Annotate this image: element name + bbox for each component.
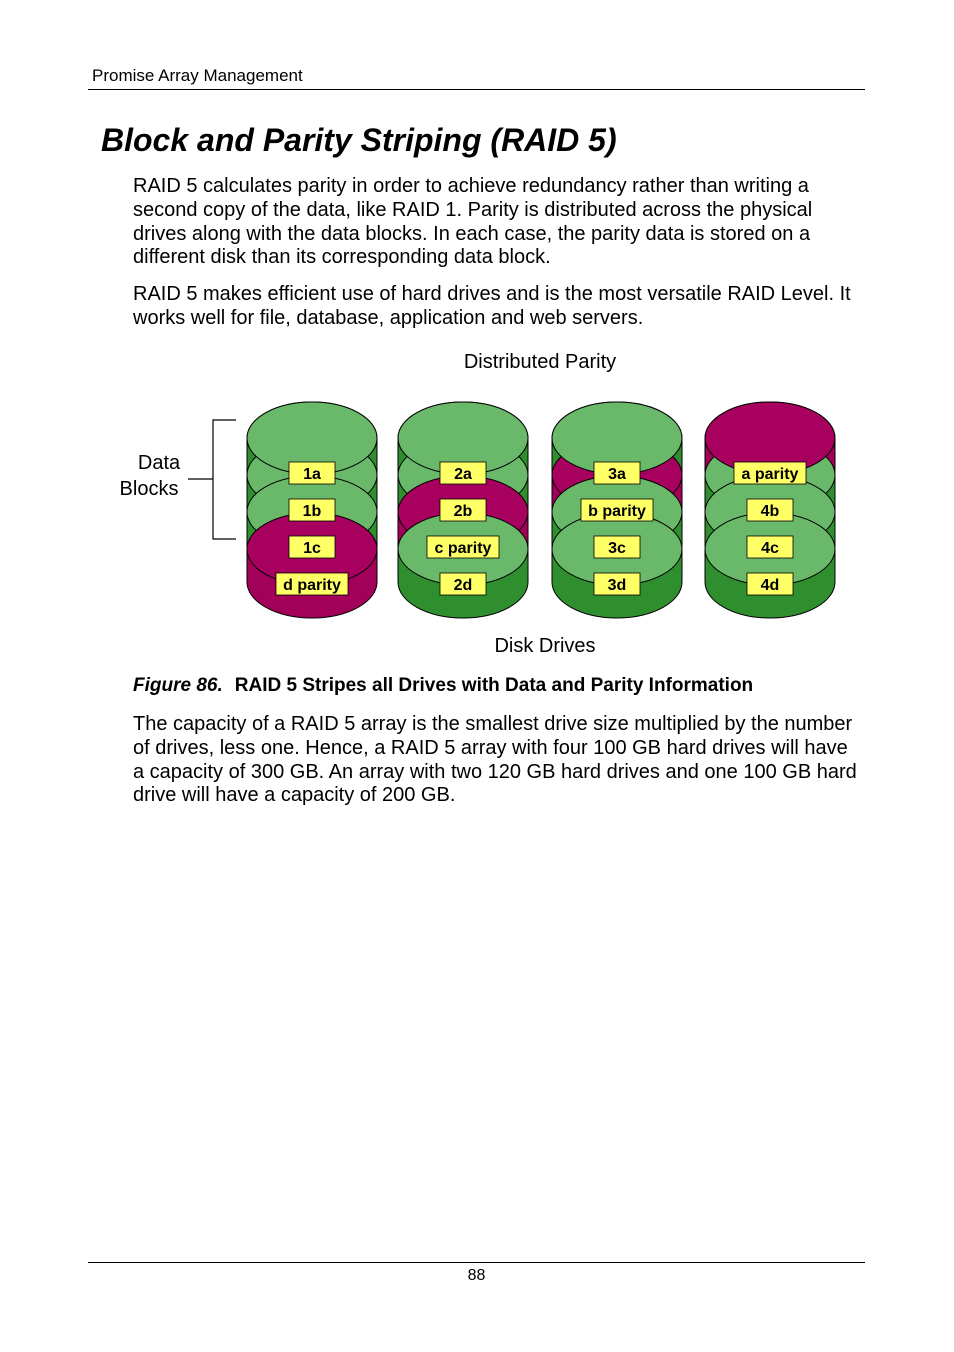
disk-platter bbox=[247, 513, 377, 618]
block-label bbox=[747, 499, 793, 521]
block-label bbox=[276, 573, 348, 595]
block-label-text: 2d bbox=[453, 577, 473, 594]
figure-number: Figure 86. bbox=[133, 675, 223, 696]
data-blocks-label-line2: Blocks bbox=[119, 478, 179, 500]
page-header bbox=[88, 64, 865, 90]
disk-drive-2 bbox=[398, 402, 528, 618]
block-label-text: a parity bbox=[741, 466, 799, 483]
block-label-text: 1a bbox=[303, 466, 321, 483]
block-label-text: c parity bbox=[434, 540, 492, 557]
block-label bbox=[289, 536, 335, 558]
page-footer bbox=[88, 1262, 865, 1285]
block-label-text: 2b bbox=[453, 503, 473, 520]
block-label-text: 3a bbox=[608, 466, 626, 483]
block-label bbox=[440, 462, 486, 484]
block-label bbox=[747, 536, 793, 558]
disk-platter bbox=[398, 513, 528, 618]
data-blocks-label-line1: Data bbox=[137, 452, 181, 474]
paragraph-3: The capacity of a RAID 5 array is the smallest drive size multiplied by the number of drives, less one. Hence, a RAID 5 array with four 100 GB hard drives will have a capacity of 300 GB. An array with two 120 GB hard drives and one 100 GB hard drive will have a capacity of 200 GB. bbox=[133, 713, 857, 807]
distributed-parity-label: Distributed Parity bbox=[463, 351, 617, 373]
disk-drive-3 bbox=[552, 402, 682, 618]
block-label bbox=[594, 462, 640, 484]
block-label bbox=[594, 573, 640, 595]
disk-drive-1 bbox=[247, 402, 377, 618]
disk-platter bbox=[705, 513, 835, 618]
page-number: 88 bbox=[467, 1267, 486, 1284]
data-blocks-bracket bbox=[188, 420, 236, 539]
block-label-text: 3d bbox=[607, 577, 627, 594]
block-label bbox=[747, 573, 793, 595]
block-label-text: b parity bbox=[588, 503, 646, 520]
block-label bbox=[594, 536, 640, 558]
block-label-text: 4d bbox=[760, 577, 780, 594]
figure-caption-text: RAID 5 Stripes all Drives with Data and Parity Information bbox=[234, 675, 754, 696]
block-label-text: 1c bbox=[303, 540, 321, 557]
block-label-text: 2a bbox=[454, 466, 472, 483]
block-label-text: 4b bbox=[760, 503, 780, 520]
block-label-text: 1b bbox=[302, 503, 322, 520]
figure-caption bbox=[133, 675, 753, 697]
block-label-text: 4c bbox=[761, 540, 779, 557]
block-label-text: 3c bbox=[608, 540, 626, 557]
raid5-diagram bbox=[0, 340, 954, 660]
disk-platter bbox=[552, 513, 682, 618]
block-label bbox=[289, 462, 335, 484]
header-title: Promise Array Management bbox=[92, 66, 303, 85]
paragraph-1: RAID 5 calculates parity in order to achieve redundancy rather than writing a second copy of the data, like RAID 1. Parity is distributed across the physical drives along with the data blocks. In each case, the parity data is stored on a different disk than its corresponding data block. bbox=[133, 175, 813, 269]
block-label bbox=[289, 499, 335, 521]
block-label bbox=[734, 462, 806, 484]
paragraph-2: RAID 5 makes efficient use of hard drives and is the most versatile RAID Level. It works well for file, database, application and web servers. bbox=[133, 283, 851, 329]
block-label bbox=[581, 499, 653, 521]
block-label-text: d parity bbox=[283, 577, 341, 594]
disk-drives bbox=[247, 402, 835, 618]
block-label bbox=[440, 499, 486, 521]
disk-drives-label: Disk Drives bbox=[494, 635, 596, 657]
disk-drive-4 bbox=[705, 402, 835, 618]
section-title: Block and Parity Striping (RAID 5) bbox=[101, 122, 617, 158]
raid5-figure bbox=[0, 340, 954, 660]
block-label bbox=[427, 536, 499, 558]
block-label bbox=[440, 573, 486, 595]
